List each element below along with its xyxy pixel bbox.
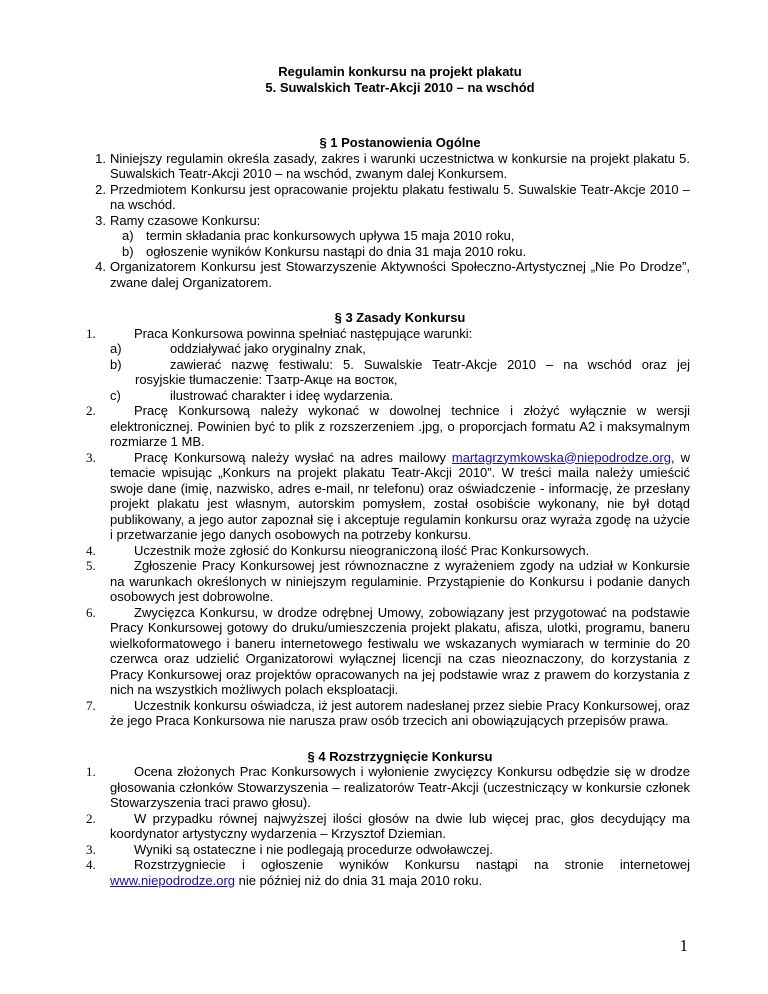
list-number: 4. [86,857,96,872]
list-item [86,542,690,559]
list-item [86,558,690,605]
list-item [86,403,690,450]
list-item [86,449,690,543]
list-text: Przedmiotem Konkursu jest opracowanie projektu plakatu festiwalu 5. Suwalskie Teatr-Akcje 2010 – na wschód. [110,181,690,212]
sub-item-text: zawierać nazwę festiwalu: 5. Suwalskie Teatr-Akcje 2010 – na wschód oraz jej [170,356,690,372]
section-3-heading: § 3 Zasady Konkursu [334,310,466,325]
list-item [95,150,690,182]
section-1 [95,135,690,290]
list-item [86,604,690,698]
sub-item-continuation: rosyjskie tłumaczenie: Тзатр-Акце на восток, [135,372,398,387]
list-text: Ocena złożonych Prac Konkursowych i wyłonienie zwycięzcy Konkursu odbędzie się w drodze głosowania członków Stowarzyszenia – realizatorów Teatr-Akcji (uczestniczący w konkursie członek Stowarzyszenia traci prawo głosu). [110,764,690,810]
list-number: 1. [95,150,106,166]
list-text: Uczestnik może zgłosić do Konkursu nieograniczoną ilość Prac Konkursowych. [134,542,590,558]
list-number: 7. [86,697,96,713]
list-number: 2. [86,403,96,418]
list-number: 3. [86,449,96,465]
sub-item [110,341,690,357]
list-text: Uczestnik konkursu oświadcza, iż jest autorem nadesłanej przez siebie Pracy Konkursowej, oraz że jego Praca Konkursowa nie narusza praw osób trzecich ani obowiązujących przepisów prawa. [110,697,690,728]
list-number: 1. [86,764,96,779]
list-number: 4. [86,542,96,558]
list-text-part: nie później niż do dnia 31 maja 2010 roku. [235,872,483,888]
document-body [86,64,690,888]
list-text-part: Pracę Konkursową należy wysłać na adres mailowy [134,449,452,465]
sub-item-label: a) [122,228,134,243]
section-3 [86,310,690,729]
sub-item-label: b) [122,243,134,259]
sub-item-label: c) [110,387,121,403]
list-text-part: , w temacie wpisując „Konkurs na projekt plakatu Teatr-Akcji 2010”. W treści maila należy umieścić swoje dane (imię, nazwisko, adres e-mail, nr telefonu) oraz oświadczenie - informację, że przesłany projekt plakatu jest własnym, autorskim pomysłem, został osobiście wykonany, nie był dotąd publikowany, a jego autor zapoznał się i akceptuje regulamin konkursu oraz wyraża zgodę na użycie i przetwarzanie jego danych osobowych na potrzeby konkursu. [110,449,690,542]
website-link[interactable]: www.niepodrodze.org [110,872,236,888]
sub-item-text: oddziaływać jako oryginalny znak, [170,341,366,356]
sub-item [110,357,690,373]
sub-item [110,388,690,404]
sub-item [110,244,690,260]
sub-item-text: ogłoszenie wyników Konkursu nastąpi do dnia 31 maja 2010 roku. [146,243,527,259]
list-number: 2. [86,810,96,826]
list-text-part: Rozstrzygniecie i ogłoszenie wyników Konkursu nastąpi na stronie internetowej [134,857,690,872]
section-4 [86,748,690,889]
list-number: 4. [95,259,106,274]
list-text: Wyniki są ostateczne i nie podlegają procedurze odwoławczej. [134,841,494,857]
list-item [95,212,690,229]
list-item [95,259,690,290]
list-text: Niniejszy regulamin określa zasady, zakres i warunki uczestnictwa w konkursie na projekt plakatu 5. Suwalskich Teatr-Akcji 2010 – na wschód, zwanym dalej Konkursem. [110,150,690,181]
list-number: 1. [86,325,96,341]
list-number: 5. [86,558,96,573]
list-number: 3. [86,841,96,857]
list-text: Organizatorem Konkursu jest Stowarzyszenie Aktywności Społeczno-Artystycznej „Nie Po Drodze”, zwane dalej Organizatorem. [110,259,690,290]
list-text: Zwycięzca Konkursu, w drodze odrębnej Umowy, zobowiązany jest przygotować na podstawie Pracy Konkursowej gotowy do druku/umieszczenia projekt plakatu, afisza, ulotki, programu, baneru wielkoformatowego i baneru internetowego festiwalu we wskazanych wymiarach w terminie do 20 czerwca oraz udzielić Organizatorowi wyłącznej licencji na czas nieoznaczony, do korzystania z Pracy Konkursowej oraz projektów opracowanych na jej podstawie wraz z prawem do korzystania z nich na wszystkich możliwych polach eksploatacji. [110,604,690,697]
list-number: 6. [86,604,96,620]
section-4-heading: § 4 Rozstrzygnięcie Konkursu [307,748,493,764]
sub-item-text: ilustrować charakter i ideę wydarzenia. [170,387,394,403]
sub-item-label: a) [110,341,122,356]
list-text: Ramy czasowe Konkursu: [110,212,261,228]
list-item [86,810,690,842]
list-number: 2. [95,181,106,197]
list-item [86,325,690,342]
sub-item [110,228,690,244]
title-line-1: Regulamin konkursu na projekt plakatu [278,64,522,79]
title-line-2: 5. Suwalskich Teatr-Akcji 2010 – na wschód [265,79,535,95]
list-text: W przypadku równej najwyższej ilości głosów na dwie lub więcej prac, głos decydujący ma koordynator artystyczny wydarzenia – Krzysztof Dziemian. [110,810,690,841]
list-item [86,697,690,729]
section-1-heading: § 1 Postanowienia Ogólne [319,135,481,150]
sub-item-label: b) [110,356,122,372]
list-item [86,857,690,888]
list-text: Praca Konkursowa powinna spełniać następujące warunki: [134,325,473,341]
list-text: Pracę Konkursową należy wykonać w dowolnej technice i złożyć wyłącznie w wersji elektronicznej. Powinien być to plik z rozszerzeniem .jpg, o proporcjach formatu A2 i maksymalnym rozmiarze 1 MB. [110,403,690,449]
page-number: 1 [679,936,688,955]
list-item [86,841,690,858]
list-item [95,181,690,213]
list-number: 3. [95,212,106,228]
sub-item-text: termin składania prac konkursowych upływa 15 maja 2010 roku, [146,228,515,243]
list-text: Zgłoszenie Pracy Konkursowej jest równoznaczne z wyrażeniem zgody na udział w Konkursie na warunkach określonych w niniejszym regulaminie. Przystąpienie do Konkursu i podanie danych osobowych jest dobrowolne. [110,558,690,604]
document-title [110,64,690,95]
email-link[interactable]: martagrzymkowska@niepodrodze.org [451,449,671,465]
list-item [86,764,690,811]
